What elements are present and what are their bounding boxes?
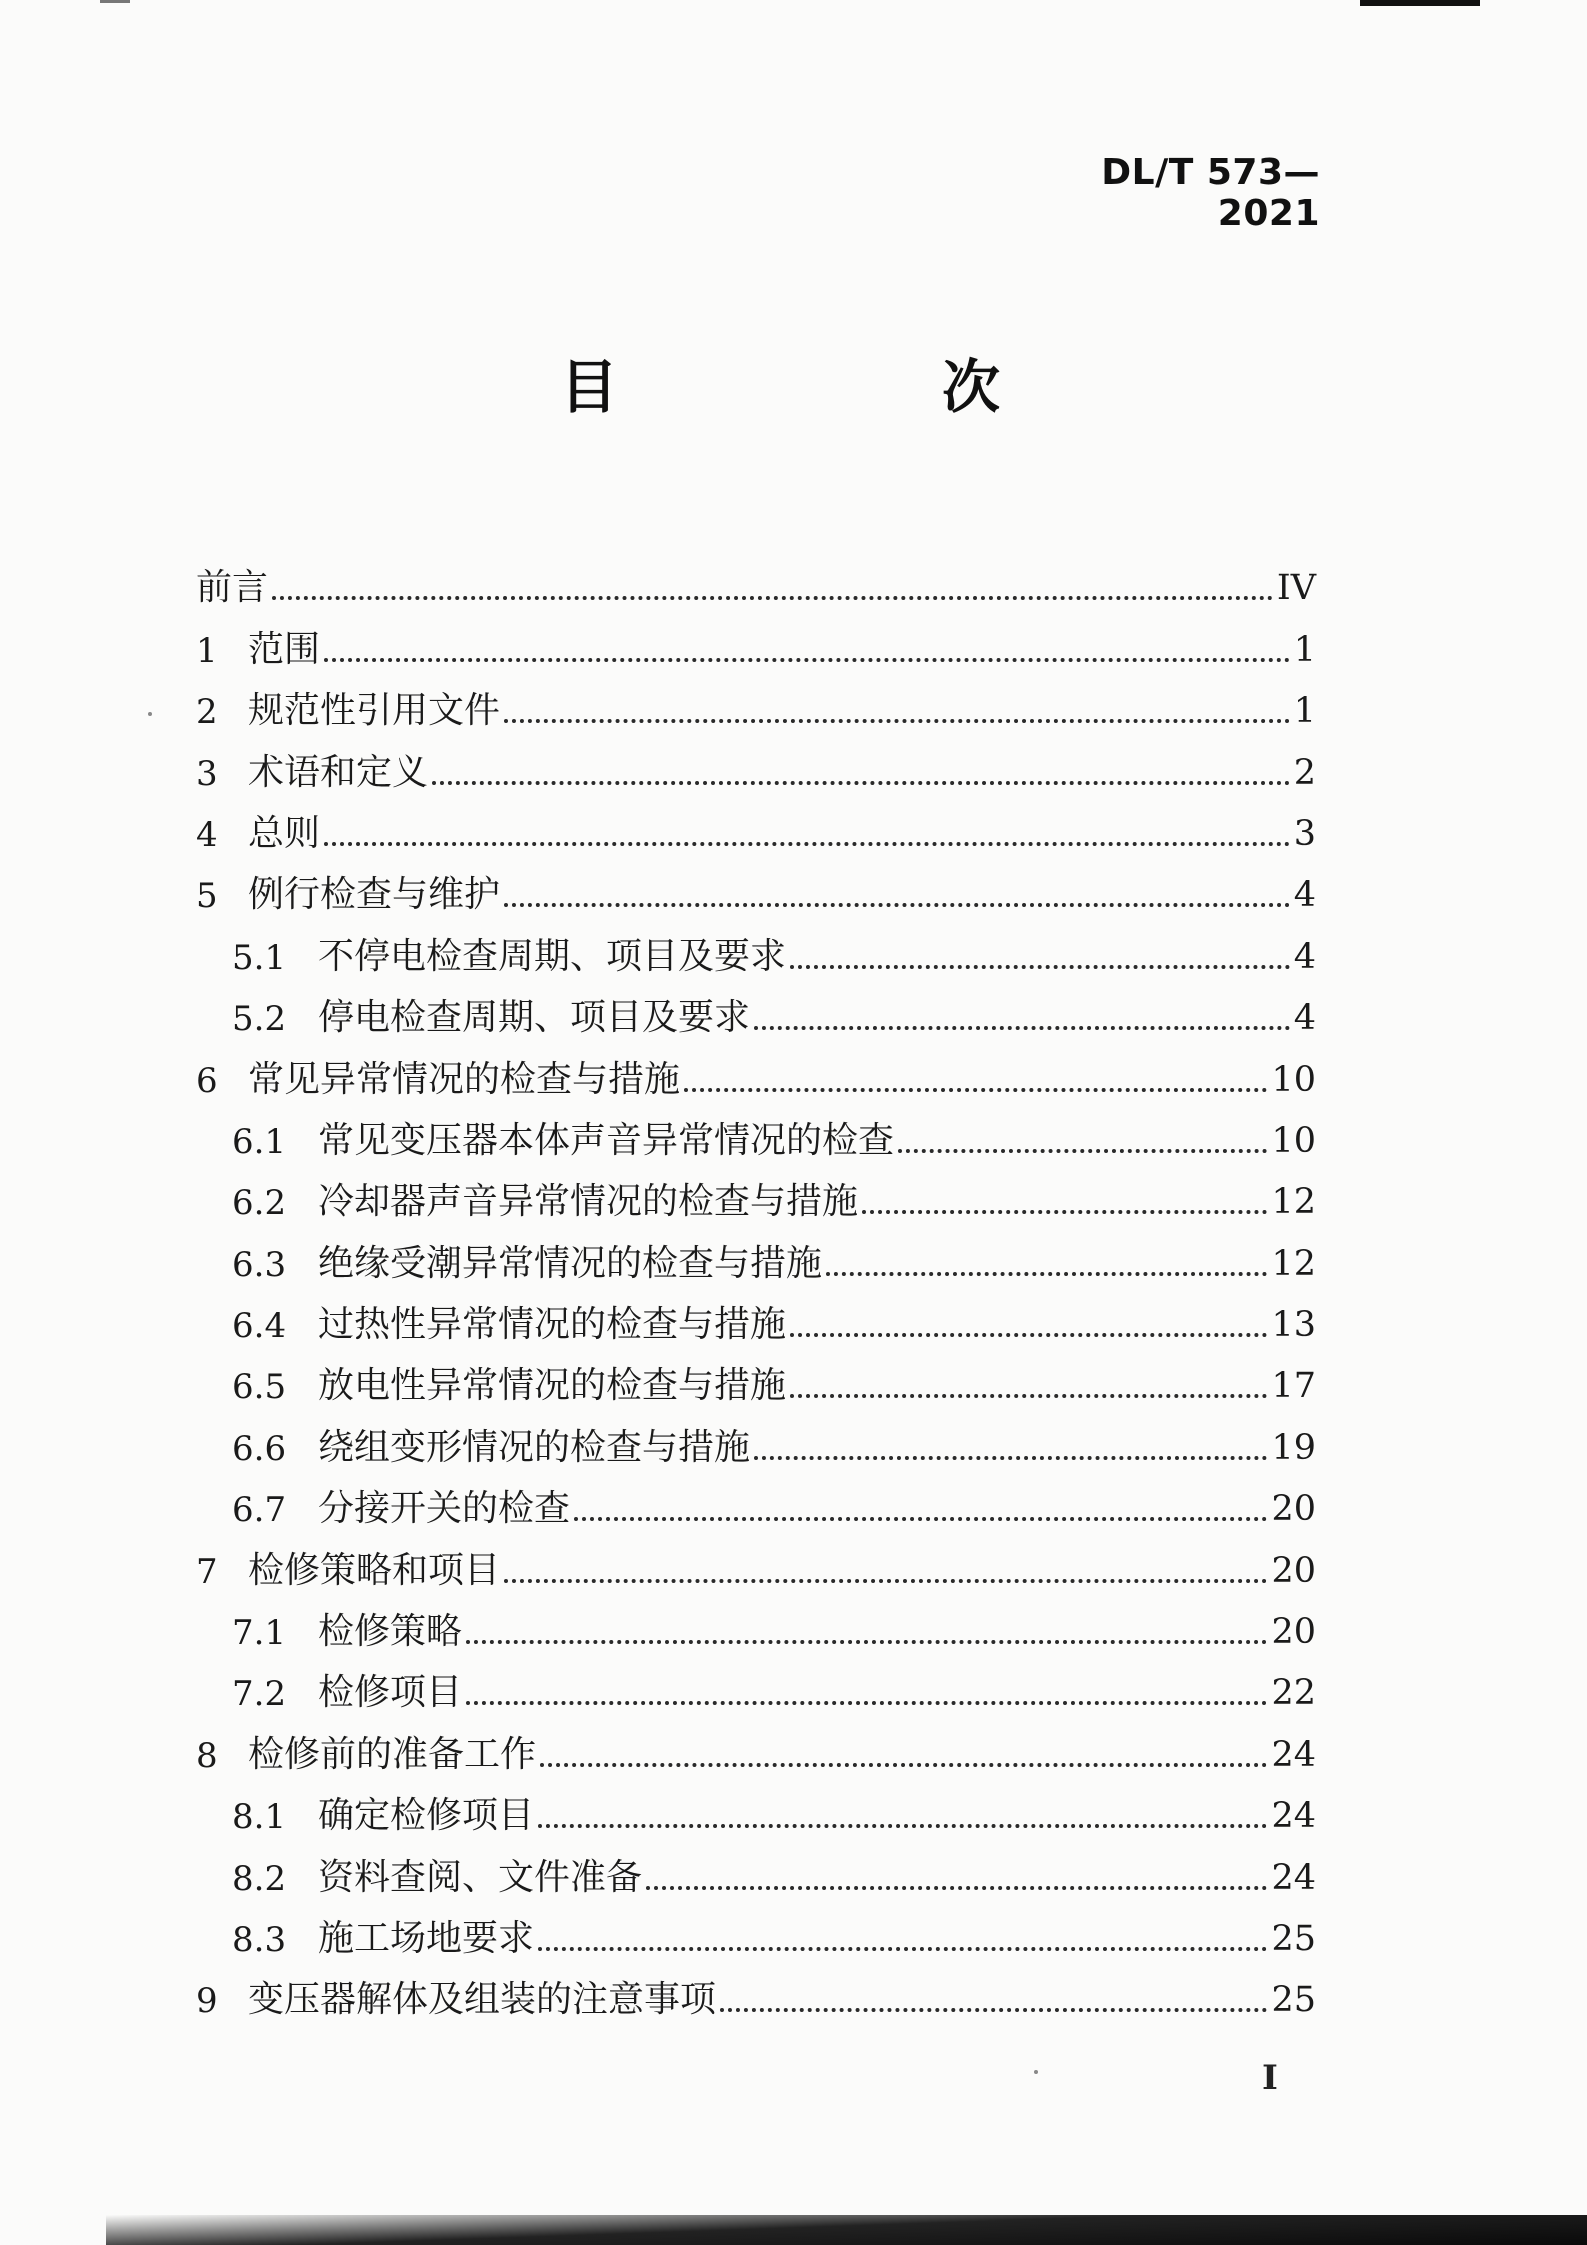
toc-leader-dots <box>862 1210 1267 1214</box>
toc-entry-page: 3 <box>1293 813 1316 854</box>
toc-entry[interactable] <box>196 1589 1316 1654</box>
toc-leader-dots <box>754 1456 1267 1460</box>
toc-entry[interactable] <box>196 1834 1316 1899</box>
toc-entry[interactable] <box>196 1036 1316 1101</box>
toc-entry[interactable] <box>196 668 1316 733</box>
toc-entry-page: 4 <box>1293 998 1316 1039</box>
toc-entry[interactable] <box>196 852 1316 917</box>
toc-leader-dots <box>432 781 1290 785</box>
toc-leader-dots <box>504 719 1290 723</box>
toc-entry-title: 资料查阅、文件准备 <box>318 1856 643 1898</box>
toc-entry[interactable] <box>196 1957 1316 2022</box>
toc-entry-title: 常见变压器本体声音异常情况的检查 <box>318 1119 895 1161</box>
table-of-contents <box>196 545 1316 2022</box>
toc-entry-title: 确定检修项目 <box>318 1795 535 1837</box>
toc-entry-number: 7.2 <box>232 1674 287 1715</box>
page-title <box>560 340 1000 424</box>
toc-leader-dots <box>574 1517 1267 1521</box>
toc-entry[interactable] <box>196 1220 1316 1285</box>
toc-entry-number: 4 <box>196 814 218 855</box>
toc-entry-number: 8.3 <box>232 1919 287 1960</box>
toc-entry-page: 22 <box>1271 1673 1316 1714</box>
toc-entry-number: 7.1 <box>232 1613 287 1654</box>
toc-entry-page: 24 <box>1271 1857 1316 1898</box>
scan-edge-top <box>1360 0 1480 6</box>
toc-entry-page: 25 <box>1271 1980 1316 2021</box>
toc-leader-dots <box>646 1886 1267 1890</box>
toc-leader-dots <box>272 596 1273 600</box>
toc-entry-title: 冷却器声音异常情况的检查与措施 <box>318 1181 859 1223</box>
toc-leader-dots <box>720 2008 1267 2012</box>
toc-entry-title: 过热性异常情况的检查与措施 <box>318 1304 787 1346</box>
toc-entry-number: 9 <box>196 1981 218 2022</box>
toc-entry-page: 1 <box>1293 629 1316 670</box>
toc-entry[interactable] <box>196 791 1316 855</box>
toc-entry-title: 前言 <box>196 567 269 609</box>
toc-entry-number: 3 <box>196 753 218 794</box>
toc-entry-title: 常见异常情况的检查与措施 <box>248 1058 681 1100</box>
toc-entry-number: 6.1 <box>232 1121 287 1162</box>
toc-entry-number: 6.7 <box>232 1490 287 1531</box>
toc-entry-page: 24 <box>1271 1796 1316 1837</box>
toc-entry[interactable] <box>196 1098 1316 1162</box>
toc-leader-dots <box>790 1333 1267 1337</box>
toc-entry[interactable] <box>196 1773 1316 1838</box>
toc-entry-title: 总则 <box>248 812 321 854</box>
toc-entry[interactable] <box>196 1343 1316 1408</box>
toc-leader-dots <box>324 658 1290 662</box>
toc-entry-number: 6.3 <box>232 1244 287 1285</box>
toc-entry[interactable] <box>196 1404 1316 1469</box>
toc-entry-number: 2 <box>196 692 218 733</box>
toc-entry-page: 12 <box>1271 1182 1316 1223</box>
toc-entry-number: 7 <box>196 1551 218 1592</box>
toc-entry-page: 4 <box>1293 875 1316 916</box>
toc-entry-page: 24 <box>1271 1734 1316 1775</box>
toc-entry-number: 6.5 <box>232 1367 287 1408</box>
toc-entry[interactable] <box>196 1896 1316 1960</box>
toc-entry-page: 4 <box>1293 936 1316 977</box>
toc-entry-number: 1 <box>196 630 218 671</box>
toc-entry-title: 绕组变形情况的检查与措施 <box>318 1426 751 1468</box>
toc-entry-title: 分接开关的检查 <box>318 1488 571 1530</box>
toc-leader-dots <box>504 903 1290 907</box>
toc-entry-title: 停电检查周期、项目及要求 <box>318 997 751 1039</box>
toc-entry-title: 范围 <box>248 628 321 670</box>
toc-entry-title: 检修策略 <box>318 1611 463 1653</box>
toc-leader-dots <box>324 842 1290 846</box>
toc-entry-number: 6.2 <box>232 1183 287 1224</box>
toc-leader-dots <box>466 1640 1267 1644</box>
toc-entry[interactable] <box>196 1282 1316 1347</box>
toc-entry-page: 12 <box>1271 1243 1316 1284</box>
toc-entry-number: 6.4 <box>232 1306 287 1347</box>
toc-entry-number: 6.6 <box>232 1428 287 1469</box>
toc-entry[interactable] <box>196 913 1316 978</box>
toc-entry-number: 5 <box>196 876 218 917</box>
page-number: I <box>1262 2058 1278 2098</box>
toc-leader-dots <box>504 1579 1267 1583</box>
toc-entry-page: 20 <box>1271 1550 1316 1591</box>
standard-number: DL/T 573—2021 <box>1101 152 1320 234</box>
toc-entry-page: 1 <box>1293 691 1316 732</box>
toc-leader-dots <box>538 1947 1267 1951</box>
toc-entry-title: 绝缘受潮异常情况的检查与措施 <box>318 1242 823 1284</box>
toc-entry-title: 检修项目 <box>318 1672 463 1714</box>
title-char-1: 目 <box>560 353 619 421</box>
toc-entry[interactable] <box>196 606 1316 671</box>
toc-entry-title: 不停电检查周期、项目及要求 <box>318 935 787 977</box>
toc-entry-number: 5.1 <box>232 937 287 978</box>
toc-leader-dots <box>466 1701 1267 1705</box>
toc-entry-page: 17 <box>1271 1366 1316 1407</box>
toc-entry-title: 施工场地要求 <box>318 1917 535 1959</box>
toc-entry[interactable] <box>196 1466 1316 1531</box>
toc-entry-title: 变压器解体及组装的注意事项 <box>248 1979 717 2021</box>
toc-entry-page: 10 <box>1271 1059 1316 1100</box>
toc-leader-dots <box>826 1272 1267 1276</box>
toc-entry-number: 6 <box>196 1060 218 1101</box>
toc-entry-title: 放电性异常情况的检查与措施 <box>318 1365 787 1407</box>
title-char-2: 次 <box>941 353 1000 421</box>
toc-entry[interactable] <box>196 545 1316 609</box>
toc-entry-title: 检修策略和项目 <box>248 1549 501 1591</box>
scan-speck <box>148 712 152 716</box>
toc-entry[interactable] <box>196 1650 1316 1715</box>
toc-entry-number: 8 <box>196 1735 218 1776</box>
toc-entry-title: 术语和定义 <box>248 751 429 793</box>
toc-leader-dots <box>754 1026 1290 1030</box>
toc-entry-page: 10 <box>1271 1120 1316 1161</box>
toc-entry[interactable] <box>196 1711 1316 1776</box>
toc-entry-title: 例行检查与维护 <box>248 874 501 916</box>
toc-leader-dots <box>538 1824 1267 1828</box>
toc-entry[interactable] <box>196 1159 1316 1224</box>
toc-leader-dots <box>684 1088 1267 1092</box>
toc-entry[interactable] <box>196 975 1316 1040</box>
toc-entry[interactable] <box>196 1527 1316 1592</box>
toc-entry-number: 5.2 <box>232 999 287 1040</box>
toc-leader-dots <box>790 1394 1267 1398</box>
toc-entry-number: 8.2 <box>232 1858 287 1899</box>
toc-entry-title: 规范性引用文件 <box>248 690 501 732</box>
scan-edge-top-left <box>100 0 130 3</box>
toc-entry-page: 13 <box>1271 1305 1316 1346</box>
toc-entry-page: 25 <box>1271 1918 1316 1959</box>
toc-leader-dots <box>790 965 1290 969</box>
toc-entry-page: IV <box>1276 568 1316 609</box>
toc-entry-title: 检修前的准备工作 <box>248 1733 537 1775</box>
toc-entry-page: 2 <box>1293 752 1316 793</box>
scan-speck <box>1034 2070 1038 2074</box>
toc-entry-page: 20 <box>1271 1489 1316 1530</box>
toc-leader-dots <box>898 1149 1267 1153</box>
toc-entry-page: 20 <box>1271 1612 1316 1653</box>
toc-entry-page: 19 <box>1271 1427 1316 1468</box>
toc-entry[interactable] <box>196 729 1316 794</box>
toc-entry-number: 8.1 <box>232 1797 287 1838</box>
toc-leader-dots <box>540 1763 1267 1767</box>
scan-edge-bottom <box>106 2215 1587 2245</box>
